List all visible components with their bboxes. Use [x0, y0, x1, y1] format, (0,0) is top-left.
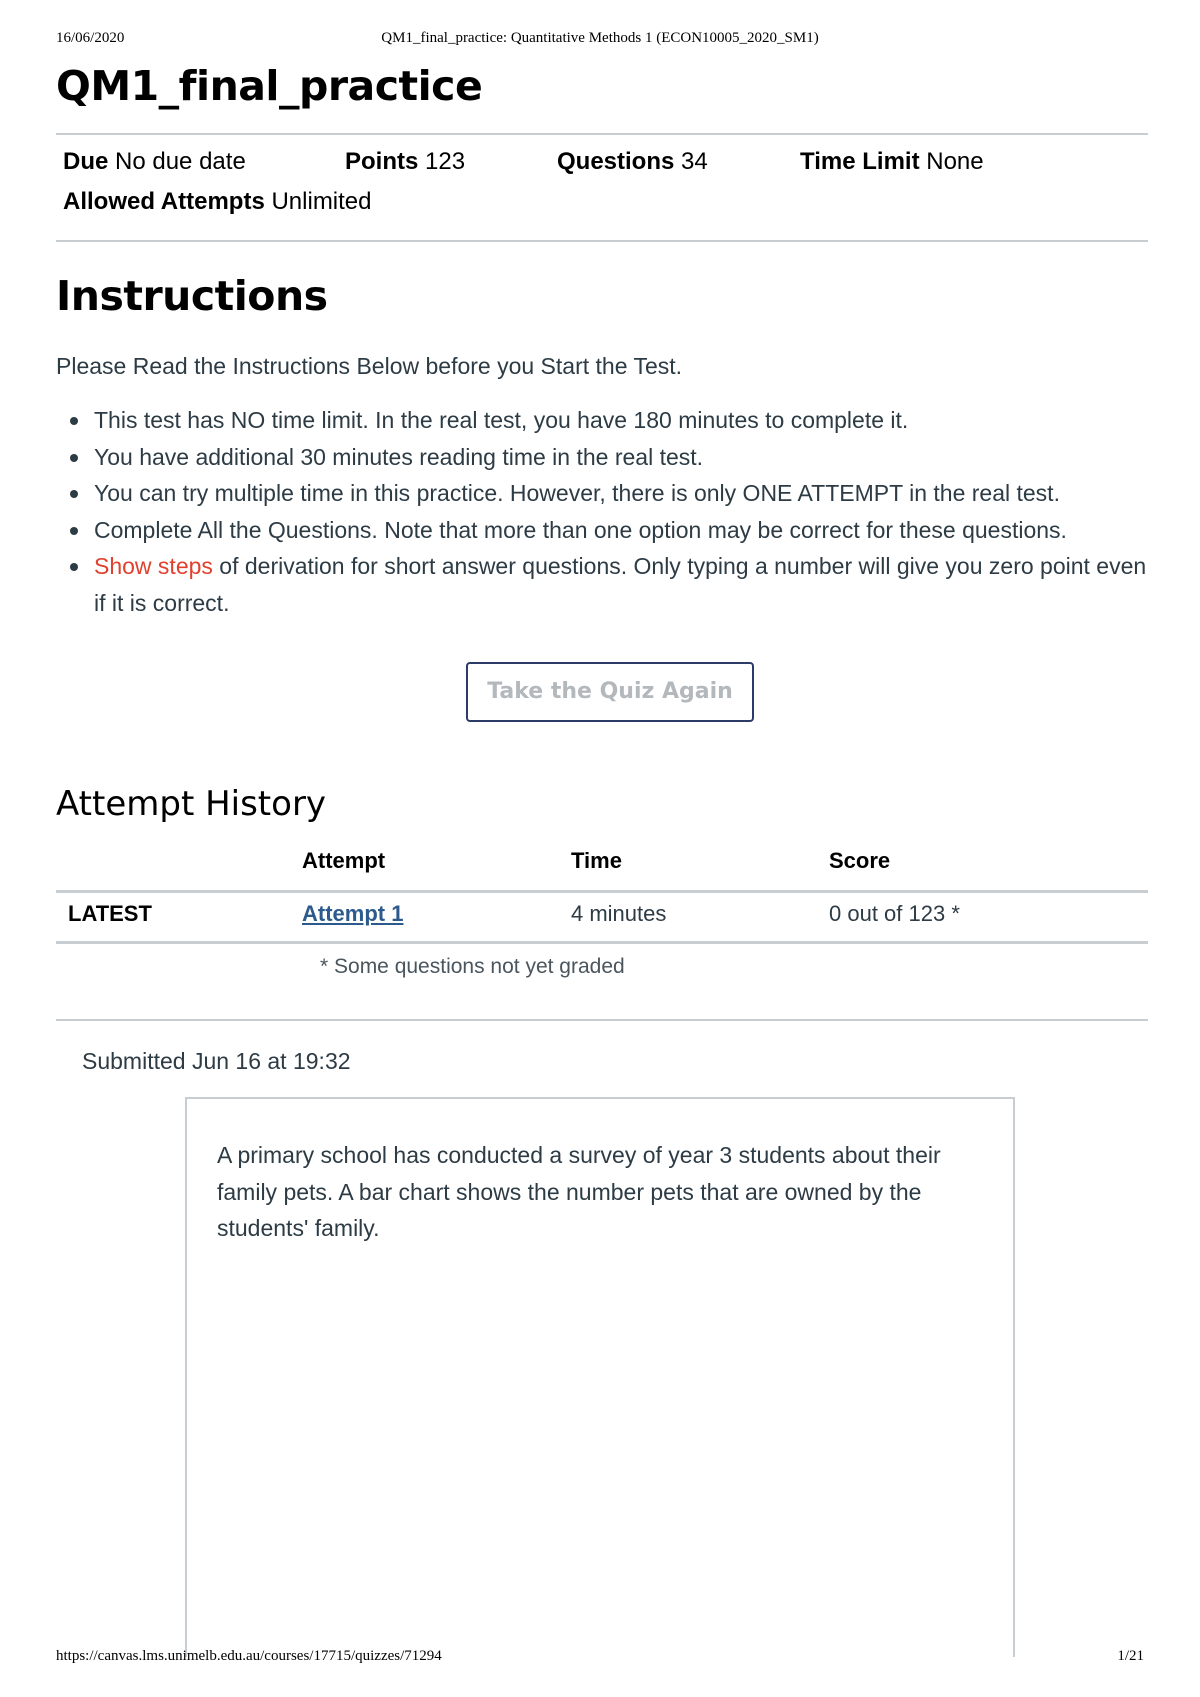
- list-item-text: You can try multiple time in this practice. However, there is only ONE ATTEMPT in the real test.: [94, 480, 1060, 506]
- due-value: No due date: [115, 148, 246, 175]
- show-steps-highlight: Show steps: [94, 553, 213, 579]
- print-url: https://canvas.lms.unimelb.edu.au/courses/17715/quizzes/71294: [56, 1648, 442, 1664]
- print-document-title: QM1_final_practice: Quantitative Methods 1 (ECON10005_2020_SM1): [381, 30, 819, 46]
- questions-label: Questions: [557, 148, 675, 175]
- instructions-intro: Please Read the Instructions Below before you Start the Test.: [56, 353, 683, 379]
- attempt-time: 4 minutes: [571, 901, 667, 926]
- list-item: [56, 402, 1156, 439]
- points-value: 123: [425, 148, 466, 175]
- column-header-attempt: Attempt: [302, 848, 386, 873]
- time-limit-value: None: [926, 148, 984, 175]
- time-limit-detail: [800, 148, 984, 176]
- bullet-icon: [70, 563, 78, 571]
- bullet-icon: [70, 490, 78, 498]
- list-item-text: of derivation for short answer questions. Only typing a number will give you zero point even if it is correct.: [94, 553, 1147, 616]
- question-box: [185, 1097, 1015, 1657]
- bullet-icon: [70, 454, 78, 462]
- grading-footnote: * Some questions not yet graded: [320, 955, 625, 978]
- attempt-score: 0 out of 123 *: [829, 901, 960, 926]
- print-date: 16/06/2020: [56, 30, 125, 46]
- time-limit-label: Time Limit: [800, 148, 920, 175]
- print-header: [56, 30, 1144, 50]
- table-header: [56, 842, 1148, 890]
- bullet-icon: [70, 417, 78, 425]
- attempt-history-heading: Attempt History: [56, 784, 327, 824]
- points-detail: [345, 148, 465, 176]
- attempts-detail: [63, 188, 372, 216]
- page-number: 1/21: [1117, 1648, 1144, 1664]
- quiz-title: QM1_final_practice: [56, 62, 483, 110]
- divider: [56, 133, 1148, 135]
- attempt-history-table: [56, 842, 1148, 944]
- list-item: [56, 512, 1156, 549]
- list-item-text: This test has NO time limit. In the real test, you have 180 minutes to complete it.: [94, 407, 909, 433]
- questions-value: 34: [681, 148, 708, 175]
- question-text: A primary school has conducted a survey of year 3 students about their family pets. A bar chart shows the number pets that are owned by the students' family.: [217, 1142, 941, 1241]
- instructions-list: [56, 402, 1156, 621]
- take-quiz-again-button[interactable]: Take the Quiz Again: [466, 662, 754, 722]
- bullet-icon: [70, 527, 78, 535]
- latest-tag: LATEST: [68, 901, 152, 926]
- attempts-value: Unlimited: [271, 188, 372, 215]
- column-header-score: Score: [829, 848, 891, 873]
- divider: [56, 1019, 1148, 1021]
- submitted-timestamp: Submitted Jun 16 at 19:32: [82, 1048, 351, 1074]
- list-item: [56, 548, 1156, 621]
- list-item: [56, 439, 1156, 476]
- instructions-heading: Instructions: [56, 272, 328, 320]
- list-item-text: You have additional 30 minutes reading time in the real test.: [94, 443, 704, 470]
- questions-detail: [557, 148, 708, 176]
- attempt-link[interactable]: Attempt 1: [302, 901, 404, 926]
- column-header-time: Time: [571, 848, 622, 873]
- attempts-label: Allowed Attempts: [63, 188, 265, 215]
- divider: [56, 240, 1148, 242]
- due-label: Due: [63, 148, 109, 175]
- due-detail: [63, 148, 246, 176]
- table-row: [56, 890, 1148, 944]
- list-item: [56, 475, 1156, 512]
- list-item-text: Complete All the Questions. Note that more than one option may be correct for these questions.: [94, 516, 1067, 543]
- points-label: Points: [345, 148, 419, 175]
